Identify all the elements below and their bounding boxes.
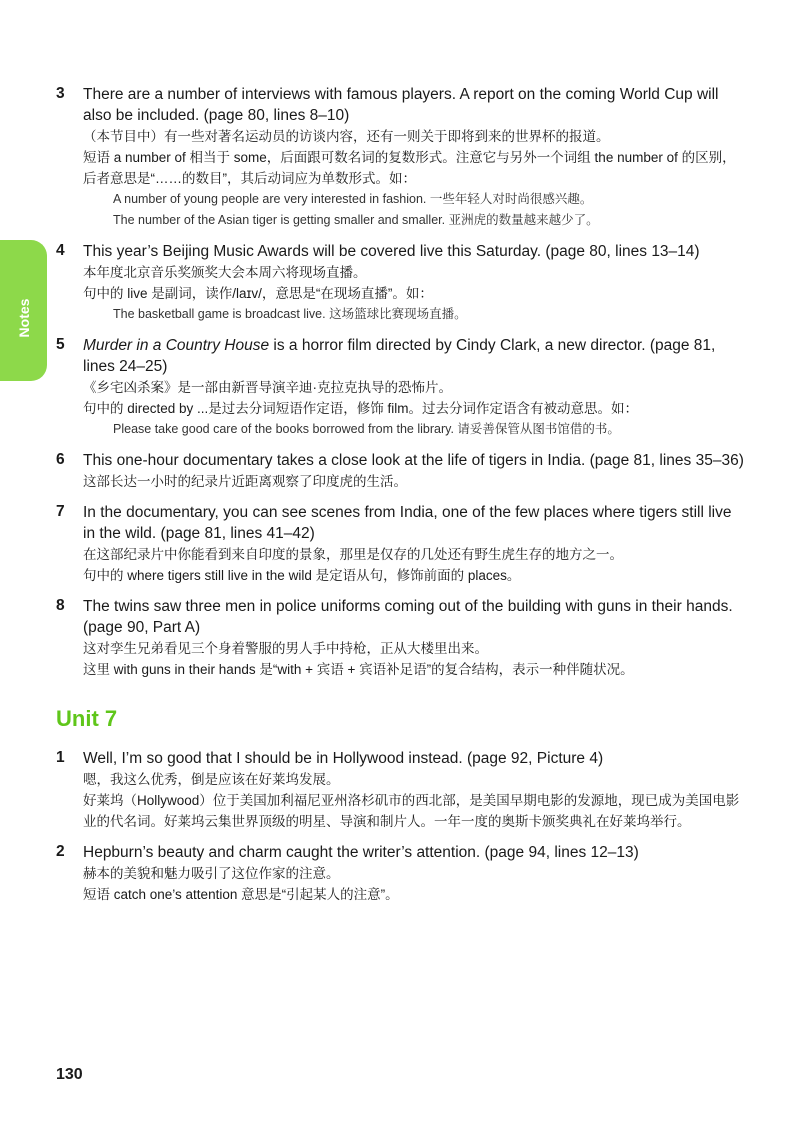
note-english-rest: is a horror film directed by Cindy Clark, a new director. (page 81, lines 24–25)	[83, 337, 716, 375]
note-6	[56, 450, 746, 492]
note-example: A number of young people are very interested in fashion. 一些年轻人对时尚很感兴趣。	[113, 192, 593, 206]
note-english: In the documentary, you can see scenes from India, one of the few places where tigers still live in the wild. (page 81, lines 41–42)	[83, 504, 732, 542]
note-number: 4	[56, 242, 65, 259]
note-chinese: 本年度北京音乐奖颁奖大会本周六将现场直播。	[83, 265, 367, 280]
unit7-note-2	[56, 842, 746, 905]
note-chinese: 句中的 directed by ...是过去分词短语作定语，修饰 film。过去分词作定语含有被动意思。如：	[83, 401, 639, 416]
note-chinese: 嗯，我这么优秀，倒是应该在好莱坞发展。	[83, 772, 340, 787]
note-example: The number of the Asian tiger is getting smaller and smaller. 亚洲虎的数量越来越少了。	[113, 213, 599, 227]
note-chinese: 在这部纪录片中你能看到来自印度的景象，那里是仅存的几处还有野生虎生存的地方之一。	[83, 547, 623, 562]
note-number: 5	[56, 336, 65, 353]
note-english: The twins saw three men in police uniforms coming out of the building with guns in their hands. (page 90, Part A)	[83, 598, 733, 636]
note-7	[56, 502, 746, 586]
note-chinese: 这部长达一小时的纪录片近距离观察了印度虎的生活。	[83, 474, 407, 489]
note-4	[56, 241, 746, 325]
note-number: 2	[56, 843, 65, 860]
note-3	[56, 84, 746, 231]
note-example: Please take good care of the books borrowed from the library. 请妥善保管从图书馆借的书。	[113, 422, 620, 436]
note-english: Hepburn’s beauty and charm caught the writer’s attention. (page 94, lines 12–13)	[83, 844, 639, 861]
note-chinese: 赫本的美貌和魅力吸引了这位作家的注意。	[83, 866, 340, 881]
notes-side-tab-label: Notes	[16, 298, 32, 338]
page-number: 130	[56, 1066, 83, 1083]
unit7-note-1	[56, 748, 746, 832]
unit-heading: Unit 7	[56, 706, 118, 731]
note-chinese: 短语 a number of 相当于 some，后面跟可数名词的复数形式。注意它与另外一个词组 the number of 的区别，后者意思是“……的数目”，其后动词应为单数形式。如：	[83, 150, 736, 186]
note-number: 7	[56, 503, 65, 520]
note-number: 3	[56, 85, 65, 102]
note-english	[83, 335, 746, 377]
note-english: This one-hour documentary takes a close look at the life of tigers in India. (page 81, lines 35–36)	[83, 452, 744, 469]
note-example: The basketball game is broadcast live. 这场篮球比赛现场直播。	[113, 307, 467, 321]
note-english: This year’s Beijing Music Awards will be covered live this Saturday. (page 80, lines 13–14)	[83, 243, 700, 260]
note-chinese: 句中的 where tigers still live in the wild 是定语从句，修饰前面的 places。	[83, 568, 521, 583]
note-chinese: 短语 catch one’s attention 意思是“引起某人的注意”。	[83, 887, 399, 902]
note-5	[56, 335, 746, 440]
note-number: 1	[56, 749, 65, 766]
note-chinese: 《乡宅凶杀案》是一部由新晋导演辛迪·克拉克执导的恐怖片。	[83, 380, 452, 395]
note-chinese: 这对孪生兄弟看见三个身着警服的男人手中持枪，正从大楼里出来。	[83, 641, 488, 656]
note-chinese: 好莱坞（Hollywood）位于美国加利福尼亚州洛杉矶市的西北部，是美国早期电影的发源地，现已成为美国电影业的代名词。好莱坞云集世界顶级的明星、导演和制片人。一年一度的奥斯卡颁奖典礼在好莱坞举行。	[83, 793, 740, 829]
note-english: Well, I’m so good that I should be in Hollywood instead. (page 92, Picture 4)	[83, 750, 604, 767]
film-title: Murder in a Country House	[83, 337, 270, 354]
note-chinese: 句中的 live 是副词，读作/laɪv/，意思是“在现场直播”。如：	[83, 286, 433, 301]
note-chinese: 这里 with guns in their hands 是“with + 宾语 + 宾语补足语”的复合结构，表示一种伴随状况。	[83, 662, 634, 677]
page-content	[56, 84, 746, 915]
note-english: There are a number of interviews with famous players. A report on the coming World Cup will also be included. (page 80, lines 8–10)	[83, 86, 719, 124]
note-chinese: （本节目中）有一些对著名运动员的访谈内容，还有一则关于即将到来的世界杯的报道。	[83, 129, 610, 144]
note-8	[56, 596, 746, 680]
note-number: 6	[56, 451, 65, 468]
note-number: 8	[56, 597, 65, 614]
